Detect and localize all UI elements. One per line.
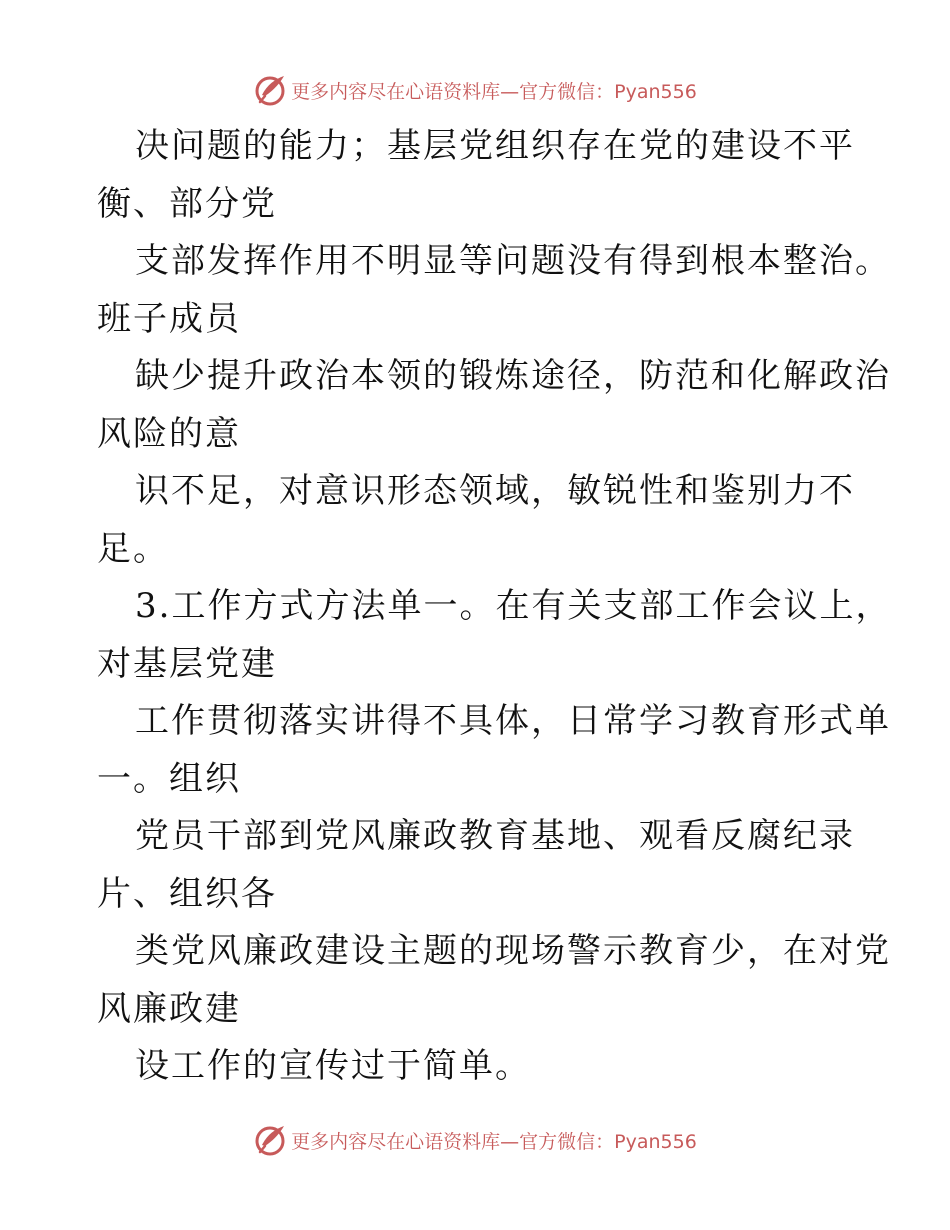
text-line: 设工作的宣传过于简单。 xyxy=(135,1046,531,1086)
text-line: 缺少提升政治本领的锻炼途径，防范和化解政治 xyxy=(135,356,891,396)
text-line: 支部发挥作用不明显等问题没有得到根本整治。 xyxy=(135,241,891,281)
text-line: 衡、部分党 xyxy=(97,183,277,224)
text-line: 党员干部到党风廉政教育基地、观看反腐纪录 xyxy=(135,816,855,856)
header-banner xyxy=(0,70,950,110)
text-line: 类党风廉政建设主题的现场警示教育少，在对党 xyxy=(135,931,891,971)
text-line: 风廉政建 xyxy=(97,988,241,1029)
header-banner-text: 更多内容尽在心语资料库—官方微信：Pyan556 xyxy=(291,80,697,103)
footer-banner-text: 更多内容尽在心语资料库—官方微信：Pyan556 xyxy=(291,1130,697,1153)
text-line: 风险的意 xyxy=(97,413,241,454)
text-line: 识不足，对意识形态领域，敏锐性和鉴别力不 xyxy=(135,471,855,511)
text-line: 一。组织 xyxy=(97,758,241,799)
text-line: 3.工作方式方法单一。在有关支部工作会议上， xyxy=(135,586,892,626)
text-line: 片、组织各 xyxy=(97,873,277,914)
document-body xyxy=(97,118,892,1096)
quill-logo-icon xyxy=(253,73,287,107)
footer-banner xyxy=(0,1120,950,1160)
quill-logo-icon xyxy=(253,1123,287,1157)
text-line: 班子成员 xyxy=(97,298,241,339)
text-line: 决问题的能力；基层党组织存在党的建设不平 xyxy=(135,126,855,166)
text-line: 足。 xyxy=(97,528,169,569)
text-line: 工作贯彻落实讲得不具体，日常学习教育形式单 xyxy=(135,701,891,741)
text-line: 对基层党建 xyxy=(97,643,277,684)
